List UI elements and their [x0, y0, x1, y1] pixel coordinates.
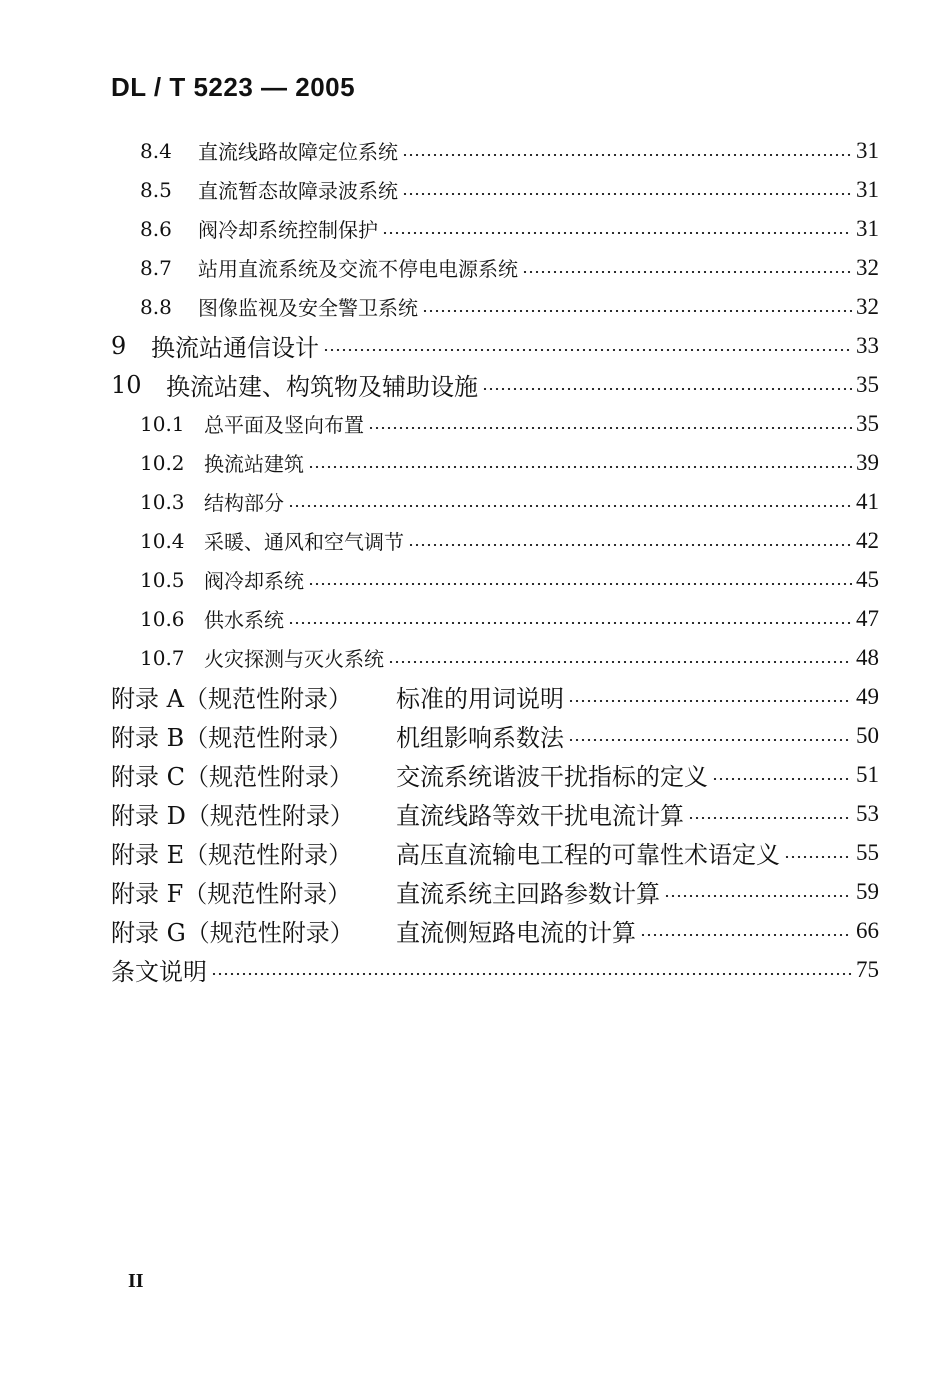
dot-leader: [482, 388, 852, 390]
toc-appendix-entry[interactable]: [111, 794, 879, 833]
toc-entry-number: 10.5: [140, 567, 185, 592]
toc-entry[interactable]: [111, 287, 879, 326]
toc-entry-page: 32: [856, 293, 879, 319]
toc-entry-page: 53: [856, 800, 879, 826]
toc-entry-page: 45: [856, 566, 879, 592]
toc-entry-title: 直流线路故障定位系统: [198, 140, 398, 164]
toc-entry-number: 10.7: [140, 645, 185, 670]
toc-appendix-entry[interactable]: [111, 677, 879, 716]
toc-chapter-entry[interactable]: [111, 326, 879, 365]
dot-leader: [308, 466, 852, 468]
toc-entry-title: 换流站建筑: [204, 452, 304, 476]
toc-entry-title: 机组影响系数法: [396, 724, 564, 752]
dot-leader: [408, 544, 852, 546]
toc-entry-page: 35: [856, 410, 879, 436]
toc-entry[interactable]: [111, 599, 879, 638]
toc-explanation-entry[interactable]: [111, 950, 879, 989]
dot-leader: [784, 856, 852, 858]
dot-leader: [664, 895, 852, 897]
toc-entry-title: 图像监视及安全警卫系统: [198, 296, 418, 320]
toc-chapter-entry[interactable]: [111, 365, 879, 404]
dot-leader: [382, 232, 852, 234]
toc-appendix-entry[interactable]: [111, 833, 879, 872]
toc-entry-title: 交流系统谐波干扰指标的定义: [396, 763, 708, 791]
toc-entry-page: 49: [856, 683, 879, 709]
dot-leader: [368, 427, 852, 429]
toc-entry-title: 结构部分: [204, 491, 284, 515]
toc-entry[interactable]: [111, 521, 879, 560]
dot-leader: [568, 739, 852, 741]
toc-entry-number: 10: [111, 370, 142, 399]
toc-entry-page: 42: [856, 527, 879, 553]
toc-entry-title: 总平面及竖向布置: [204, 413, 364, 437]
standard-code-header: DL / T 5223 — 2005: [111, 72, 356, 102]
toc-entry[interactable]: [111, 638, 879, 677]
toc-entry-title: 标准的用词说明: [396, 685, 564, 713]
toc-entry-page: 35: [856, 371, 879, 397]
toc-appendix-entry[interactable]: [111, 716, 879, 755]
toc-entry-number: 10.2: [140, 450, 185, 475]
toc-entry-page: 32: [856, 254, 879, 280]
toc-entry-page: 59: [856, 878, 879, 904]
dot-leader: [402, 193, 852, 195]
toc-entry-number: 8.8: [140, 294, 172, 319]
toc-entry-title: 阀冷却系统: [204, 569, 304, 593]
toc-entry-title: 直流系统主回路参数计算: [396, 880, 660, 908]
toc-appendix-label: 附录 B（规范性附录）: [111, 724, 353, 752]
toc-entry[interactable]: [111, 482, 879, 521]
dot-leader: [568, 700, 852, 702]
dot-leader: [211, 973, 852, 975]
toc-entry-title: 采暖、通风和空气调节: [204, 530, 404, 554]
toc-entry[interactable]: [111, 560, 879, 599]
toc-entry[interactable]: [111, 170, 879, 209]
toc-entry-title: 火灾探测与灭火系统: [204, 647, 384, 671]
toc-entry-number: 10.4: [140, 528, 185, 553]
dot-leader: [323, 349, 852, 351]
toc-entry[interactable]: [111, 443, 879, 482]
toc-appendix-entry[interactable]: [111, 872, 879, 911]
dot-leader: [308, 583, 852, 585]
toc-entry-title: 直流线路等效干扰电流计算: [396, 802, 684, 830]
toc-entry-page: 51: [856, 761, 879, 787]
toc-entry-page: 33: [856, 332, 879, 358]
toc-entry-page: 50: [856, 722, 879, 748]
toc-entry-title: 直流暂态故障录波系统: [198, 179, 398, 203]
toc-appendix-entry[interactable]: [111, 755, 879, 794]
toc-entry-title: 高压直流输电工程的可靠性术语定义: [396, 841, 780, 869]
toc-entry-title: 换流站通信设计: [151, 334, 319, 362]
toc-entry-number: 10.1: [140, 411, 185, 436]
toc-entry-number: 10.6: [140, 606, 185, 631]
toc-appendix-label: 附录 A（规范性附录）: [111, 685, 352, 713]
toc-entry-page: 75: [856, 956, 879, 982]
toc-entry-number: 8.7: [140, 255, 172, 280]
toc-appendix-label: 附录 G（规范性附录）: [111, 919, 354, 947]
toc-entry-number: 8.6: [140, 216, 172, 241]
toc-appendix-entry[interactable]: [111, 911, 879, 950]
dot-leader: [688, 817, 852, 819]
toc-entry[interactable]: [111, 131, 879, 170]
dot-leader: [402, 154, 852, 156]
dot-leader: [522, 271, 852, 273]
toc-entry-number: 8.4: [140, 138, 172, 163]
toc-entry-title: 站用直流系统及交流不停电电源系统: [198, 257, 518, 281]
toc-entry[interactable]: [111, 404, 879, 443]
dot-leader: [388, 661, 852, 663]
toc-appendix-label: 附录 F（规范性附录）: [111, 880, 352, 908]
dot-leader: [288, 622, 852, 624]
toc-entry-title: 供水系统: [204, 608, 284, 632]
toc-entry-page: 41: [856, 488, 879, 514]
dot-leader: [422, 310, 852, 312]
toc-entry-title: 阀冷却系统控制保护: [198, 218, 378, 242]
toc-entry-title: 条文说明: [111, 958, 207, 986]
toc-entry-title: 直流侧短路电流的计算: [396, 919, 636, 947]
toc-entry-page: 39: [856, 449, 879, 475]
toc-entry-page: 31: [856, 215, 879, 241]
dot-leader: [640, 934, 852, 936]
toc-entry-page: 31: [856, 137, 879, 163]
toc-entry-page: 55: [856, 839, 879, 865]
toc-entry-number: 8.5: [140, 177, 172, 202]
toc-appendix-label: 附录 D（规范性附录）: [111, 802, 354, 830]
dot-leader: [288, 505, 852, 507]
toc-entry[interactable]: [111, 248, 879, 287]
toc-entry-number: 10.3: [140, 489, 185, 514]
toc-entry-page: 48: [856, 644, 879, 670]
dot-leader: [712, 778, 852, 780]
toc-appendix-label: 附录 E（规范性附录）: [111, 841, 353, 869]
toc-entry[interactable]: [111, 209, 879, 248]
toc-entry-page: 31: [856, 176, 879, 202]
toc-entry-page: 47: [856, 605, 879, 631]
page-number-footer: II: [128, 1270, 144, 1292]
toc-appendix-label: 附录 C（规范性附录）: [111, 763, 353, 791]
toc-entry-number: 9: [111, 331, 127, 360]
toc-entry-page: 66: [856, 917, 879, 943]
toc-entry-title: 换流站建、构筑物及辅助设施: [166, 373, 478, 401]
